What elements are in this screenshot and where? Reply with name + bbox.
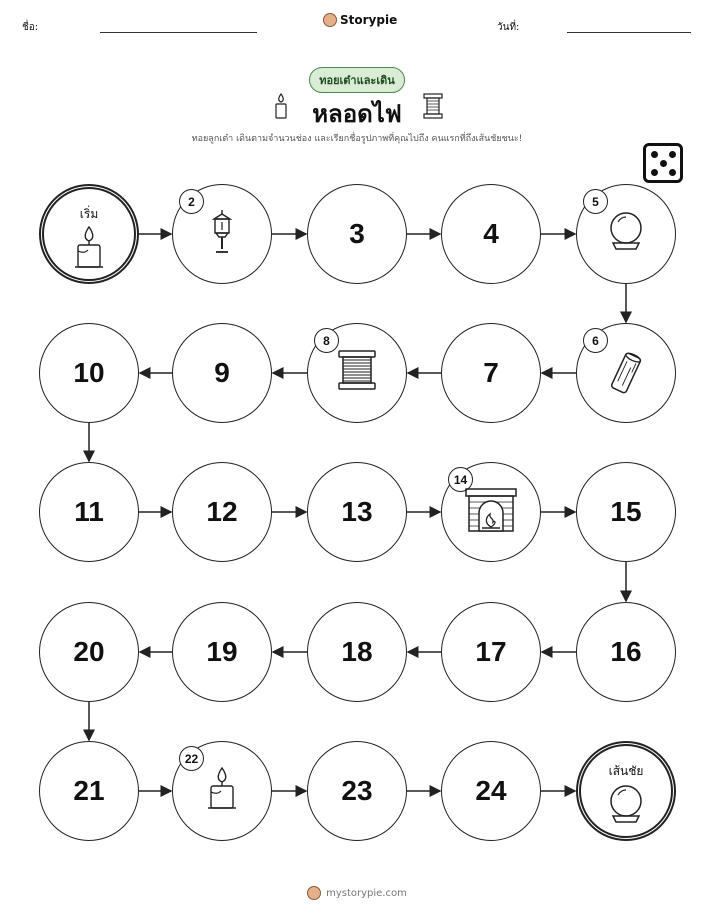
space-number: 16 [610, 636, 642, 667]
instructions: ทอยลูกเต๋า เดินตามจำนวนช่อง และเรียกชื่อรูปภาพที่คุณไปถึง คนแรกที่ถึงเส้นชัยชนะ! [191, 134, 523, 144]
space-number: 10 [73, 357, 105, 388]
space-number: 12 [206, 496, 238, 527]
board-space [172, 184, 272, 284]
space-number: 19 [206, 636, 238, 667]
space-label: เส้นชัย [608, 764, 644, 778]
board-space [307, 323, 407, 423]
board-space [441, 602, 541, 702]
space-label: เริ่ม [79, 207, 99, 221]
space-number-badge: 6 [583, 328, 608, 353]
brand-name: Storypie [340, 13, 398, 27]
space-number: 20 [73, 636, 105, 667]
crystal-ball-icon [604, 782, 648, 830]
space-number: 15 [610, 496, 642, 527]
finish-space [576, 741, 676, 841]
crystal-ball-icon [604, 209, 648, 257]
board-space [307, 184, 407, 284]
footer [0, 886, 714, 900]
board-space [172, 323, 272, 423]
space-number: 24 [475, 775, 507, 806]
space-number-badge: 8 [314, 328, 339, 353]
footer-logo-icon [307, 886, 321, 900]
board-space [39, 602, 139, 702]
board-space [307, 602, 407, 702]
game-type-badge: ทอยเต๋าและเดิน [309, 67, 405, 93]
board-space [441, 462, 541, 562]
log-icon [606, 348, 646, 402]
space-number: 9 [214, 357, 230, 388]
candle-icon [72, 225, 106, 275]
space-number: 21 [73, 775, 105, 806]
space-number: 23 [341, 775, 373, 806]
board-space [576, 323, 676, 423]
board-space [307, 741, 407, 841]
board-space [39, 323, 139, 423]
board-space [576, 184, 676, 284]
board-space [172, 462, 272, 562]
space-number: 18 [341, 636, 373, 667]
space-number-badge: 5 [583, 189, 608, 214]
board-space [39, 462, 139, 562]
fireplace-icon [464, 487, 518, 537]
board-space [172, 602, 272, 702]
space-number: 11 [74, 496, 104, 527]
thread-spool-icon [333, 348, 381, 396]
board-space [39, 741, 139, 841]
board-space [441, 741, 541, 841]
space-number: 7 [483, 357, 499, 388]
name-label: ชื่อ: [22, 22, 39, 33]
space-number-badge: 2 [179, 189, 204, 214]
space-number: 3 [349, 218, 365, 249]
space-number-badge: 22 [179, 746, 204, 771]
candle-icon [205, 766, 239, 816]
space-number: 13 [341, 496, 373, 527]
board-space [441, 184, 541, 284]
space-number: 17 [475, 636, 507, 667]
board-space [576, 602, 676, 702]
lantern-icon [210, 209, 234, 259]
space-number-badge: 14 [448, 467, 473, 492]
footer-url: mystorypie.com [326, 887, 407, 899]
board-space [307, 462, 407, 562]
page-title: หลอดไฟ [312, 100, 402, 128]
board-space [172, 741, 272, 841]
space-number: 4 [483, 218, 499, 249]
date-label: วันที่: [497, 22, 520, 33]
start-space [39, 184, 139, 284]
board-space [441, 323, 541, 423]
board-space [576, 462, 676, 562]
